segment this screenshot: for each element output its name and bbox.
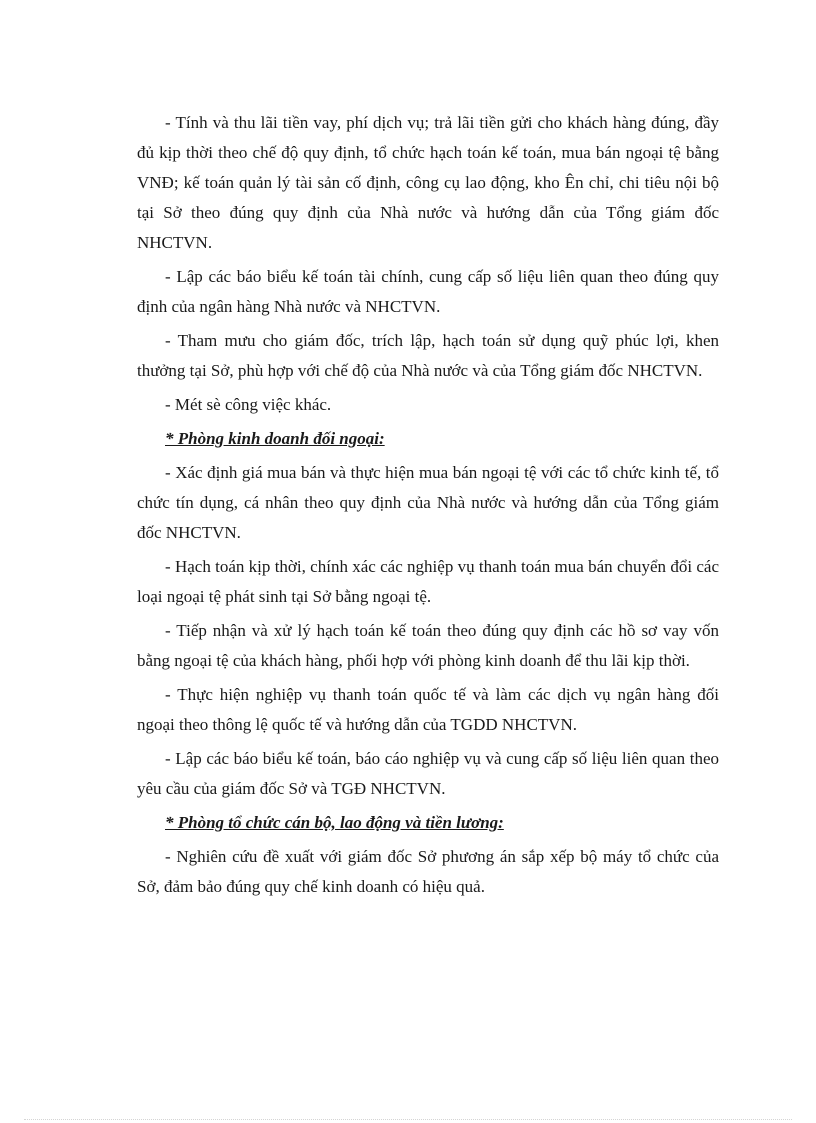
page-bottom-divider [24,1119,792,1120]
document-body [137,108,719,906]
paragraph-fx-loans: - Tiếp nhận và xử lý hạch toán kế toán theo đúng quy định các hồ sơ vay vốn bằng ngoại tệ của khách hàng, phối hợp với phòng kinh doanh để thu lãi kịp thời. [137,621,719,670]
paragraph-fx-pricing: - Xác định giá mua bán và thực hiện mua bán ngoại tệ với các tổ chức kinh tế, tổ chức tín dụng, cá nhân theo quy định của Nhà nước và hướng dẫn của Tổng giám đốc NHCTVN. [137,463,719,542]
paragraph-other-tasks: - Mét sè công việc khác. [165,395,332,414]
paragraph-fx-accounting: - Hạch toán kịp thời, chính xác các nghiệp vụ thanh toán mua bán chuyển đổi các loại ngoại tệ phát sinh tại Sở bằng ngoại tệ. [137,557,719,606]
paragraph-org-structure: - Nghiên cứu đề xuất với giám đốc Sở phương án sắp xếp bộ máy tổ chức của Sở, đảm bảo đúng quy chế kinh doanh có hiệu quả. [137,847,719,896]
heading-personnel-dept: * Phòng tổ chức cán bộ, lao động và tiền lương: [165,813,504,832]
heading-foreign-business-dept: * Phòng kinh doanh đối ngoại: [165,429,385,448]
paragraph-fx-reports: - Lập các báo biểu kế toán, báo cáo nghiệp vụ và cung cấp số liệu liên quan theo yêu cầu của giám đốc Sở và TGĐ NHCTVN. [137,749,719,798]
paragraph-welfare-fund: - Tham mưu cho giám đốc, trích lập, hạch toán sử dụng quỹ phúc lợi, khen thưởng tại Sở, phù hợp với chế độ của Nhà nước và của Tổng giám đốc NHCTVN. [137,331,719,380]
paragraph-interest-fees: - Tính và thu lãi tiền vay, phí dịch vụ; trả lãi tiền gửi cho khách hàng đúng, đầy đủ kịp thời theo chế độ quy định, tổ chức hạch toán kế toán, mua bán ngoại tệ bằng VNĐ; kế toán quản lý tài sản cố định, công cụ lao động, kho Ên chỉ, chi tiêu nội bộ tại Sở theo đúng quy định của Nhà nước và hướng dẫn của Tổng giám đốc NHCTVN. [137,113,719,252]
paragraph-financial-reports: - Lập các báo biểu kế toán tài chính, cung cấp số liệu liên quan theo đúng quy định của ngân hàng Nhà nước và NHCTVN. [137,267,719,316]
paragraph-intl-payments: - Thực hiện nghiệp vụ thanh toán quốc tế và làm các dịch vụ ngân hàng đối ngoại theo thông lệ quốc tế và hướng dẫn của TGDD NHCTVN. [137,685,719,734]
